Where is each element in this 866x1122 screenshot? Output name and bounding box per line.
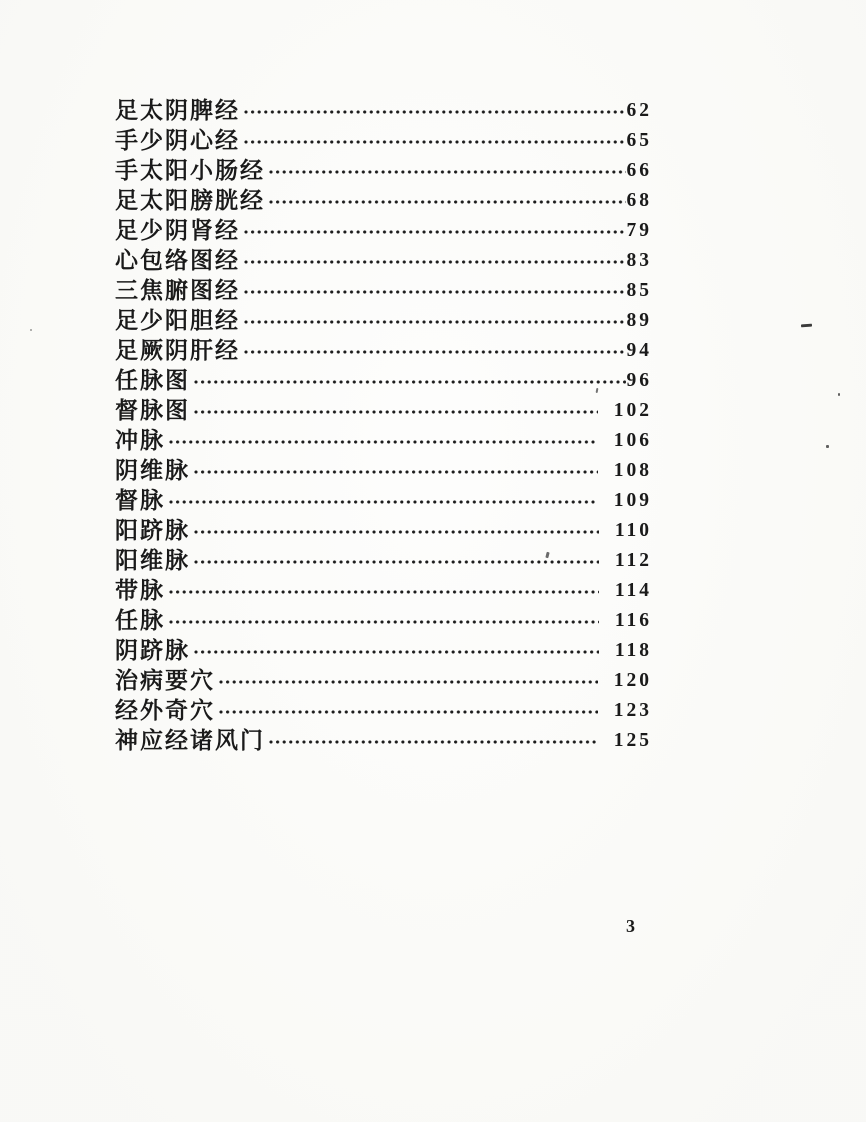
leader-dots [168, 435, 598, 449]
toc-entry-title: 督脉图 [115, 397, 190, 423]
leader-dots [168, 495, 598, 509]
toc-entry-page: 96 [626, 370, 652, 392]
toc-entry [115, 335, 652, 365]
toc-entry-title: 阴跻脉 [115, 637, 190, 663]
toc-entry-page: 110 [614, 520, 652, 542]
toc-entry [115, 185, 652, 215]
toc-entry [115, 515, 652, 545]
toc-entry-title: 足少阴肾经 [115, 217, 240, 243]
leader-dots [218, 675, 598, 689]
toc-entry-title: 足太阳膀胱经 [115, 187, 265, 213]
leader-dots [243, 105, 626, 119]
toc-entry-title: 任脉图 [115, 367, 190, 393]
leader-dots [243, 255, 626, 269]
toc-entry [115, 215, 652, 245]
toc-entry-title: 三焦腑图经 [115, 277, 240, 303]
leader-dots [218, 705, 598, 719]
toc-entry [115, 95, 652, 125]
toc-entry [115, 485, 652, 515]
toc-entry [115, 545, 652, 575]
toc-entry-page: 68 [626, 190, 652, 212]
toc-entry [115, 575, 652, 605]
toc-entry [115, 245, 652, 275]
toc-entry-title: 阳跻脉 [115, 517, 190, 543]
leader-dots [243, 315, 626, 329]
toc-entry-page: 118 [614, 640, 652, 662]
toc-entry-title: 治病要穴 [115, 667, 215, 693]
leader-dots [268, 195, 626, 209]
scan-speck [30, 329, 32, 331]
toc-entry-page: 89 [626, 310, 652, 332]
toc-entry-title: 阴维脉 [115, 457, 190, 483]
toc-entry-page: 114 [614, 580, 652, 602]
scan-speck [801, 324, 812, 328]
toc-entry [115, 425, 652, 455]
toc-entry-page: 94 [626, 340, 652, 362]
toc-entry [115, 635, 652, 665]
toc-entry-page: 106 [613, 430, 652, 452]
toc-entry-page: 66 [626, 160, 652, 182]
toc-entry-title: 心包络图经 [115, 247, 240, 273]
toc-entry-title: 足少阳胆经 [115, 307, 240, 333]
table-of-contents [115, 95, 652, 755]
toc-entry-page: 112 [614, 550, 652, 572]
leader-dots [193, 375, 626, 389]
toc-entry-page: 109 [613, 490, 652, 512]
leader-dots [268, 165, 626, 179]
leader-dots [243, 225, 626, 239]
toc-entry [115, 155, 652, 185]
toc-entry [115, 605, 652, 635]
toc-entry [115, 665, 652, 695]
toc-entry-title: 手少阴心经 [115, 127, 240, 153]
leader-dots [243, 285, 626, 299]
toc-entry-title: 神应经诸风门 [115, 727, 265, 753]
leader-dots [168, 585, 599, 599]
toc-entry-page: 102 [613, 400, 652, 422]
toc-entry [115, 275, 652, 305]
toc-entry-title: 经外奇穴 [115, 697, 215, 723]
toc-entry [115, 695, 652, 725]
toc-entry-title: 足厥阴肝经 [115, 337, 240, 363]
toc-entry-page: 62 [626, 100, 652, 122]
leader-dots [243, 345, 626, 359]
scan-speck [826, 445, 829, 448]
toc-entry-page: 125 [613, 730, 652, 752]
toc-entry [115, 455, 652, 485]
toc-entry [115, 365, 652, 395]
toc-entry-title: 阳维脉 [115, 547, 190, 573]
scan-speck [838, 393, 840, 396]
leader-dots [193, 525, 599, 539]
leader-dots [193, 465, 598, 479]
toc-entry-page: 65 [626, 130, 652, 152]
toc-entry-title: 任脉 [115, 607, 165, 633]
toc-entry [115, 125, 652, 155]
toc-entry-page: 108 [613, 460, 652, 482]
leader-dots [193, 555, 599, 569]
folio-page-number: 3 [626, 916, 636, 936]
toc-entry-page: 85 [626, 280, 652, 302]
toc-entry-page: 116 [614, 610, 652, 632]
toc-entry-page: 123 [613, 700, 652, 722]
leader-dots [168, 615, 599, 629]
toc-entry-page: 79 [626, 220, 652, 242]
toc-entry-page: 83 [626, 250, 652, 272]
toc-entry-title: 冲脉 [115, 427, 165, 453]
toc-entry-page: 120 [613, 670, 652, 692]
toc-entry-title: 督脉 [115, 487, 165, 513]
toc-entry [115, 305, 652, 335]
leader-dots [243, 135, 626, 149]
toc-entry-title: 手太阳小肠经 [115, 157, 265, 183]
leader-dots [193, 645, 599, 659]
leader-dots [268, 735, 598, 749]
toc-entry [115, 725, 652, 755]
leader-dots [193, 405, 598, 419]
toc-entry-title: 足太阴脾经 [115, 97, 240, 123]
toc-entry-title: 带脉 [115, 577, 165, 603]
toc-entry [115, 395, 652, 425]
